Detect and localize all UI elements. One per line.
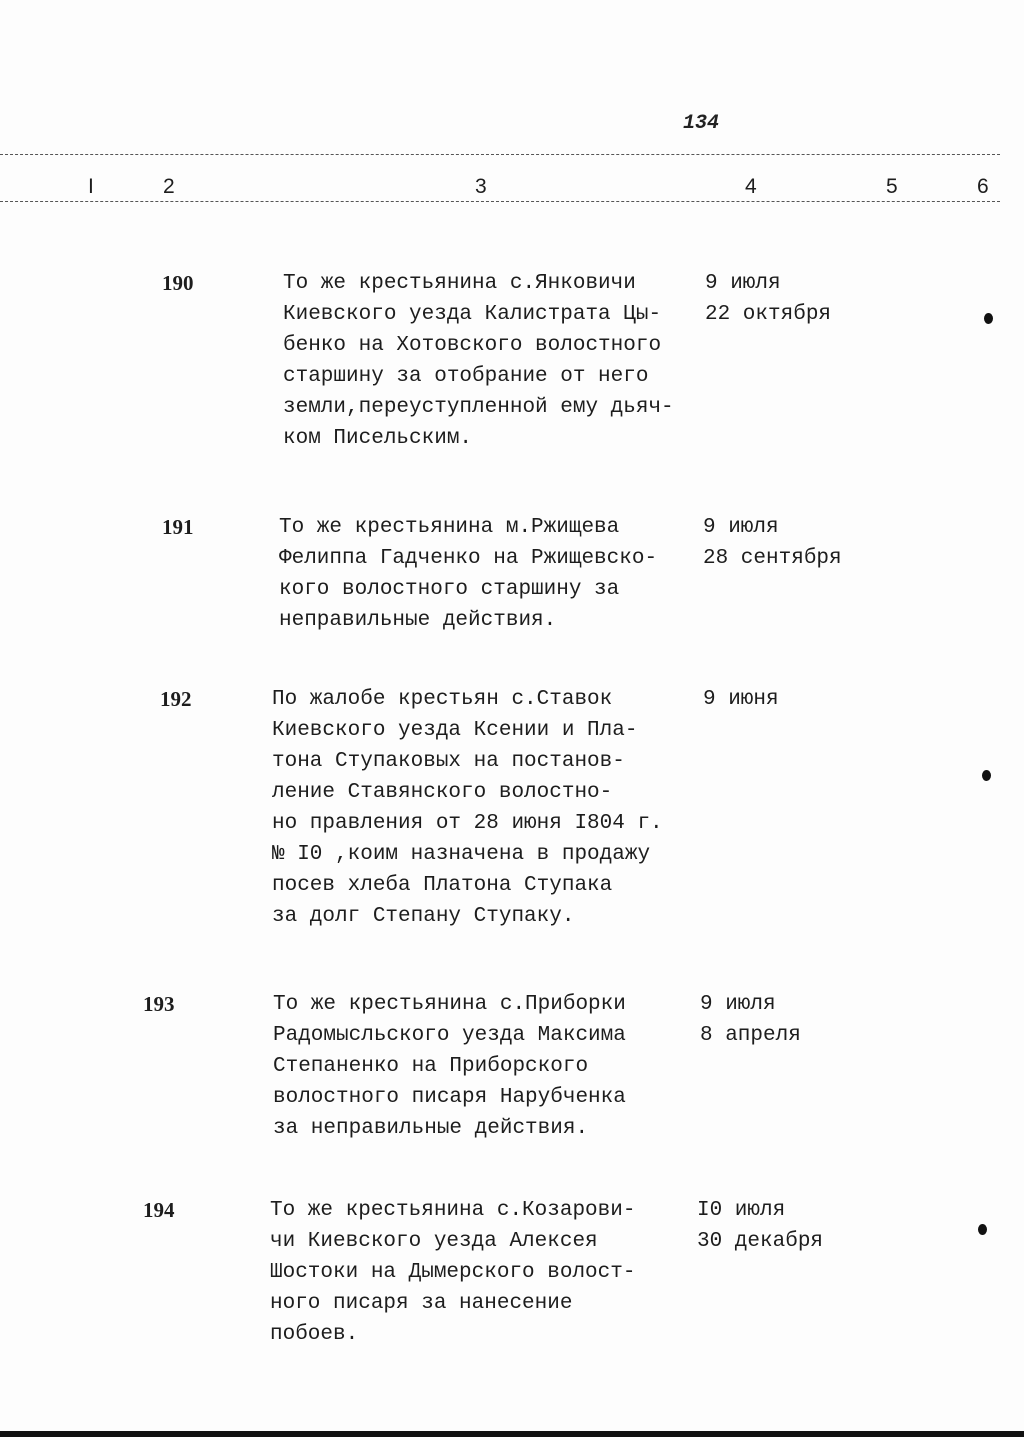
column-number: 4: [745, 175, 757, 198]
register-entry: [130, 512, 870, 636]
text-line: тона Ступаковых на постанов-: [272, 750, 625, 773]
text-line: земли,переуступленной ему дьяч-: [283, 396, 674, 419]
text-line: неправильные действия.: [279, 609, 557, 632]
text-line: Степаненко на Приборского: [273, 1055, 589, 1078]
text-line: старшину за отобрание от него: [283, 365, 649, 388]
column-number: I: [88, 175, 94, 198]
text-line: ком Писельским.: [283, 427, 473, 450]
text-line: волостного писаря Нарубченка: [273, 1086, 626, 1109]
text-line: То же крестьянина с.Приборки: [273, 993, 626, 1016]
entry-description: [270, 1195, 697, 1350]
scan-bottom-edge: [0, 1431, 1024, 1437]
column-number: 6: [977, 175, 989, 198]
entry-description: [272, 684, 703, 932]
date-line: 28 сентября: [703, 547, 842, 570]
text-line: То же крестьянина с.Янковичи: [283, 272, 636, 295]
column-header: [0, 175, 1024, 199]
header-top-rule: [0, 154, 1000, 155]
date-line: 9 июля: [700, 993, 776, 1016]
text-line: По жалобе крестьян с.Ставок: [272, 688, 613, 711]
entry-number: 194: [143, 1198, 175, 1222]
text-line: бенко на Хотовского волостного: [283, 334, 662, 357]
binding-hole-mark: [982, 770, 991, 781]
entry-number: 190: [162, 271, 194, 295]
entry-dates: [697, 1195, 823, 1257]
register-entry: [130, 268, 870, 454]
register-entry: [130, 1195, 870, 1350]
header-bottom-rule: [0, 201, 1000, 202]
text-line: за неправильные действия.: [273, 1117, 589, 1140]
text-line: № I0 ,коим назначена в продажу: [272, 843, 651, 866]
text-line: за долг Степану Ступаку.: [272, 905, 575, 928]
text-line: Фелиппа Гадченко на Ржищевско-: [279, 547, 658, 570]
entry-number: 191: [162, 515, 194, 539]
text-line: ного писаря за нанесение: [270, 1292, 573, 1315]
text-line: Киевского уезда Калистрата Цы-: [283, 303, 662, 326]
text-line: Шостоки на Дымерского волост-: [270, 1261, 636, 1284]
date-line: 9 июня: [703, 688, 779, 711]
date-line: 30 декабря: [697, 1230, 824, 1253]
text-line: Радомысльского уезда Максима: [273, 1024, 626, 1047]
text-line: То же крестьянина м.Ржищева: [279, 516, 620, 539]
text-line: кого волостного старшину за: [279, 578, 620, 601]
page-number: 134: [683, 112, 720, 135]
binding-hole-mark: [984, 313, 993, 324]
entry-description: [279, 512, 703, 636]
text-line: посев хлеба Платона Ступака: [272, 874, 613, 897]
text-line: чи Киевского уезда Алексея: [270, 1230, 598, 1253]
text-line: побоев.: [270, 1323, 359, 1346]
register-entry: [130, 989, 870, 1144]
entry-dates: [705, 268, 831, 330]
entry-number: 192: [160, 687, 192, 711]
date-line: 9 июля: [703, 516, 779, 539]
date-line: 9 июля: [705, 272, 781, 295]
date-line: I0 июля: [697, 1199, 786, 1222]
column-number: 2: [163, 175, 175, 198]
binding-hole-mark: [978, 1224, 987, 1235]
text-line: То же крестьянина с.Козарови-: [270, 1199, 636, 1222]
entry-dates: [703, 512, 842, 574]
entry-dates: [703, 684, 779, 715]
entry-number: 193: [143, 992, 175, 1016]
column-number: 5: [886, 175, 898, 198]
date-line: 22 октября: [705, 303, 832, 326]
text-line: Киевского уезда Ксении и Пла-: [272, 719, 638, 742]
column-number: 3: [475, 175, 487, 198]
text-line: ление Ставянского волостно-: [272, 781, 613, 804]
entry-dates: [700, 989, 801, 1051]
entry-description: [273, 989, 700, 1144]
date-line: 8 апреля: [700, 1024, 801, 1047]
text-line: но правления от 28 июня I804 г.: [272, 812, 663, 835]
register-entry: [130, 684, 870, 932]
entry-description: [283, 268, 705, 454]
